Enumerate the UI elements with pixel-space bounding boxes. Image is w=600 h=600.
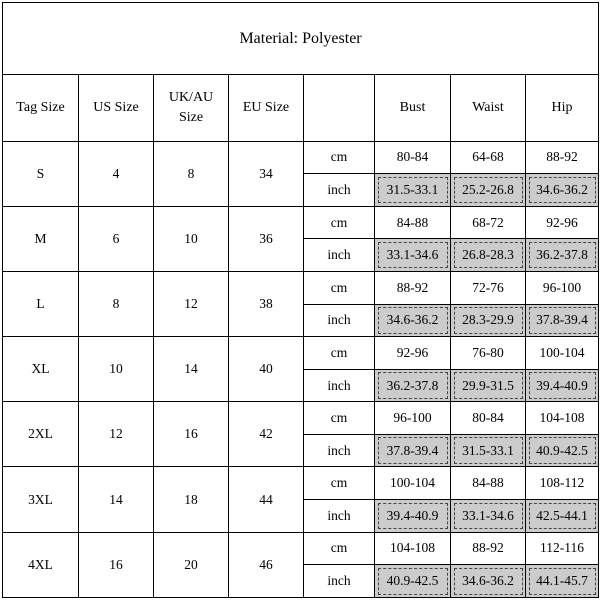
unit-cm-label: cm [304, 271, 375, 304]
bust-inch-cell: 36.2-37.8 [375, 369, 451, 402]
waist-cm-cell: 80-84 [451, 402, 526, 435]
waist-inch-cell: 29.9-31.5 [451, 369, 526, 402]
unit-inch-label: inch [304, 174, 375, 207]
waist-inch-cell: 25.2-26.8 [451, 174, 526, 207]
size-row-cm [3, 206, 599, 239]
bust-inch-cell: 40.9-42.5 [375, 565, 451, 598]
bust-cm-cell: 84-88 [375, 206, 451, 239]
eu-size-cell: 38 [229, 271, 304, 336]
tag-size-cell: 2XL [3, 402, 79, 467]
size-row-cm [3, 467, 599, 500]
unit-inch-label: inch [304, 434, 375, 467]
hip-inch-cell: 44.1-45.7 [526, 565, 599, 598]
waist-inch-cell: 31.5-33.1 [451, 434, 526, 467]
header-uk-au-size: UK/AU Size [154, 75, 229, 141]
bust-cm-cell: 100-104 [375, 467, 451, 500]
bust-cm-cell: 88-92 [375, 271, 451, 304]
eu-size-cell: 34 [229, 141, 304, 206]
unit-inch-label: inch [304, 565, 375, 598]
size-row-cm [3, 337, 599, 370]
tag-size-cell: M [3, 206, 79, 271]
us-size-cell: 8 [79, 271, 154, 336]
tag-size-cell: 3XL [3, 467, 79, 532]
hip-cm-cell: 108-112 [526, 467, 599, 500]
tag-size-cell: S [3, 141, 79, 206]
size-row-cm [3, 271, 599, 304]
unit-inch-label: inch [304, 500, 375, 533]
unit-inch-label: inch [304, 304, 375, 337]
uk-au-size-cell: 8 [154, 141, 229, 206]
unit-cm-label: cm [304, 532, 375, 565]
waist-inch-cell: 34.6-36.2 [451, 565, 526, 598]
hip-inch-cell: 36.2-37.8 [526, 239, 599, 272]
us-size-cell: 12 [79, 402, 154, 467]
eu-size-cell: 42 [229, 402, 304, 467]
unit-inch-label: inch [304, 369, 375, 402]
header-hip: Hip [526, 75, 599, 141]
bust-inch-cell: 34.6-36.2 [375, 304, 451, 337]
bust-inch-cell: 39.4-40.9 [375, 500, 451, 533]
bust-cm-cell: 92-96 [375, 337, 451, 370]
header-row [3, 75, 599, 141]
hip-cm-cell: 96-100 [526, 271, 599, 304]
hip-inch-cell: 34.6-36.2 [526, 174, 599, 207]
unit-cm-label: cm [304, 206, 375, 239]
bust-cm-cell: 80-84 [375, 141, 451, 174]
header-eu-size: EU Size [229, 75, 304, 141]
us-size-cell: 6 [79, 206, 154, 271]
unit-cm-label: cm [304, 467, 375, 500]
size-row-cm [3, 141, 599, 174]
eu-size-cell: 46 [229, 532, 304, 597]
header-bust: Bust [375, 75, 451, 141]
hip-cm-cell: 112-116 [526, 532, 599, 565]
uk-au-size-cell: 12 [154, 271, 229, 336]
tag-size-cell: 4XL [3, 532, 79, 597]
uk-au-size-cell: 18 [154, 467, 229, 532]
bust-cm-cell: 104-108 [375, 532, 451, 565]
waist-inch-cell: 26.8-28.3 [451, 239, 526, 272]
hip-cm-cell: 104-108 [526, 402, 599, 435]
waist-cm-cell: 64-68 [451, 141, 526, 174]
eu-size-cell: 40 [229, 337, 304, 402]
hip-inch-cell: 40.9-42.5 [526, 434, 599, 467]
uk-au-size-cell: 10 [154, 206, 229, 271]
hip-cm-cell: 92-96 [526, 206, 599, 239]
header-unit [304, 75, 375, 141]
us-size-cell: 14 [79, 467, 154, 532]
bust-inch-cell: 31.5-33.1 [375, 174, 451, 207]
uk-au-size-cell: 14 [154, 337, 229, 402]
uk-au-size-cell: 20 [154, 532, 229, 597]
header-us-size: US Size [79, 75, 154, 141]
bust-inch-cell: 33.1-34.6 [375, 239, 451, 272]
waist-cm-cell: 72-76 [451, 271, 526, 304]
hip-cm-cell: 88-92 [526, 141, 599, 174]
bust-inch-cell: 37.8-39.4 [375, 434, 451, 467]
us-size-cell: 10 [79, 337, 154, 402]
unit-cm-label: cm [304, 402, 375, 435]
header-waist: Waist [451, 75, 526, 141]
header-tag-size: Tag Size [3, 75, 79, 141]
uk-au-size-cell: 16 [154, 402, 229, 467]
unit-cm-label: cm [304, 337, 375, 370]
hip-inch-cell: 42.5-44.1 [526, 500, 599, 533]
bust-cm-cell: 96-100 [375, 402, 451, 435]
hip-inch-cell: 37.8-39.4 [526, 304, 599, 337]
tag-size-cell: L [3, 271, 79, 336]
tag-size-cell: XL [3, 337, 79, 402]
waist-cm-cell: 76-80 [451, 337, 526, 370]
eu-size-cell: 36 [229, 206, 304, 271]
waist-cm-cell: 84-88 [451, 467, 526, 500]
chart-title: Material: Polyester [3, 3, 599, 75]
us-size-cell: 4 [79, 141, 154, 206]
size-chart-table [2, 2, 599, 598]
waist-cm-cell: 88-92 [451, 532, 526, 565]
waist-inch-cell: 33.1-34.6 [451, 500, 526, 533]
unit-cm-label: cm [304, 141, 375, 174]
eu-size-cell: 44 [229, 467, 304, 532]
unit-inch-label: inch [304, 239, 375, 272]
size-row-cm [3, 532, 599, 565]
us-size-cell: 16 [79, 532, 154, 597]
hip-cm-cell: 100-104 [526, 337, 599, 370]
waist-cm-cell: 68-72 [451, 206, 526, 239]
size-row-cm [3, 402, 599, 435]
hip-inch-cell: 39.4-40.9 [526, 369, 599, 402]
waist-inch-cell: 28.3-29.9 [451, 304, 526, 337]
